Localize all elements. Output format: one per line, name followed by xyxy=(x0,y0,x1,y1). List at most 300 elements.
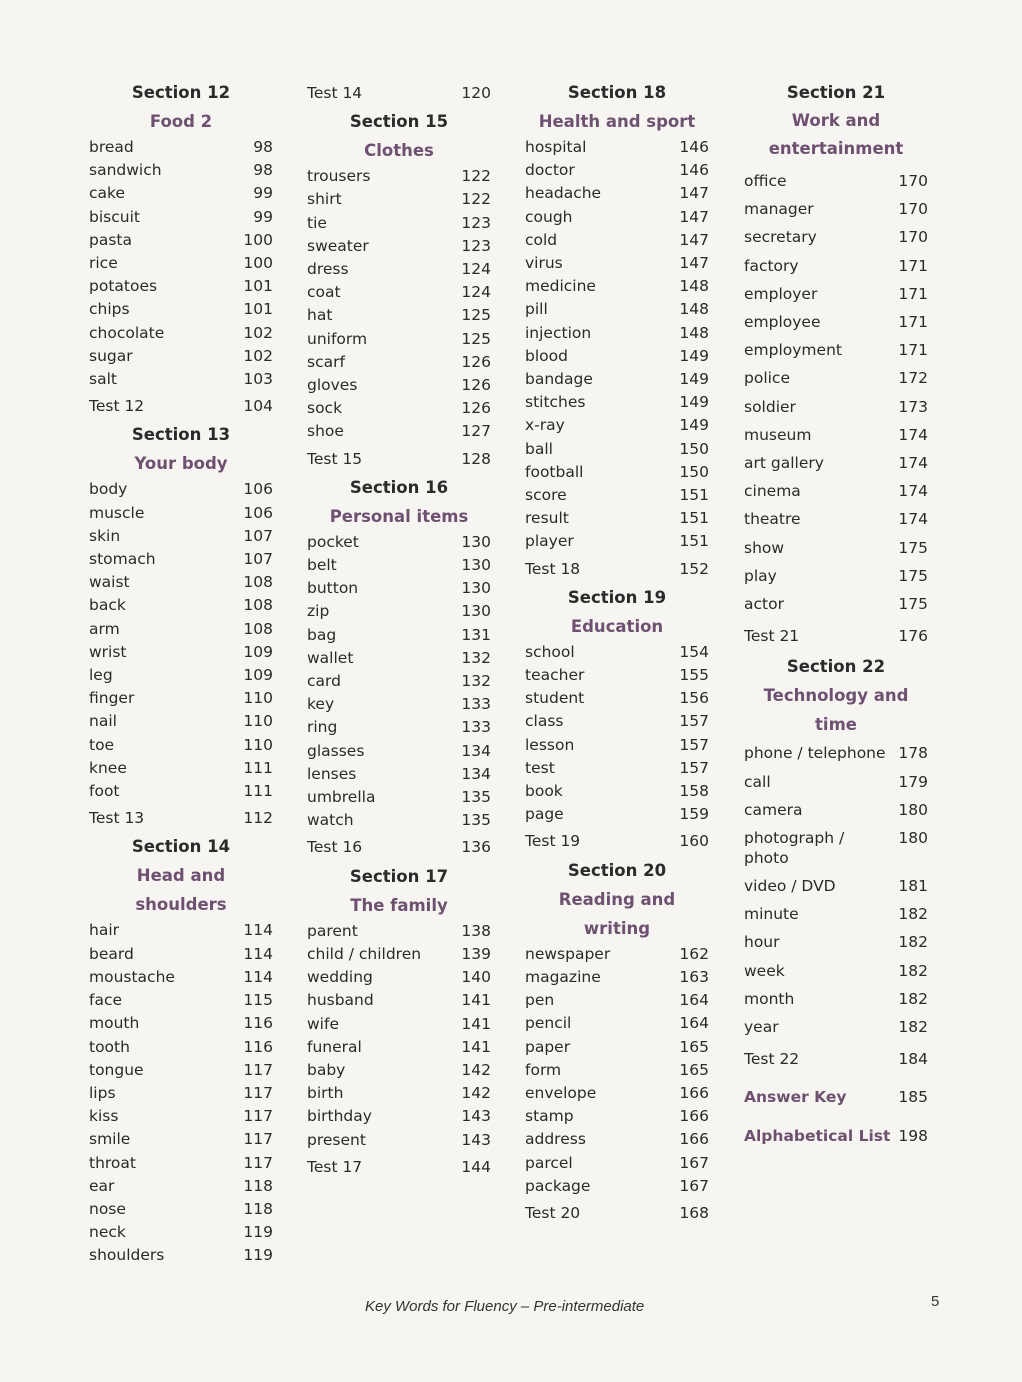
entry-label: cake xyxy=(89,184,125,203)
list-item xyxy=(525,136,709,159)
list-item xyxy=(89,734,273,757)
list-item xyxy=(525,206,709,229)
appendix-entry xyxy=(744,1083,928,1111)
entry-label: hat xyxy=(307,306,333,325)
section-heading: Section 12 xyxy=(131,83,231,102)
entry-page: 182 xyxy=(898,933,928,952)
entry-label: finger xyxy=(89,689,135,708)
entry-label: foot xyxy=(89,782,120,801)
list-item xyxy=(525,1012,709,1035)
list-item xyxy=(307,420,491,443)
entry-page: 184 xyxy=(898,1050,928,1069)
entry-label: pen xyxy=(525,991,555,1010)
list-item xyxy=(525,780,709,803)
section-subtitle: Clothes xyxy=(364,141,434,161)
entry-label: bread xyxy=(89,138,134,156)
test-entry xyxy=(744,1045,928,1073)
test-entry xyxy=(307,448,491,471)
entry-label: neck xyxy=(89,1223,126,1242)
list-item xyxy=(89,252,273,275)
list-item xyxy=(525,641,709,664)
list-item xyxy=(89,298,273,321)
list-item xyxy=(744,477,928,505)
list-item xyxy=(89,275,273,298)
entry-page: 117 xyxy=(243,1153,273,1172)
entry-page: 149 xyxy=(679,370,709,389)
entry-label: doctor xyxy=(525,161,575,180)
entry-page: 131 xyxy=(461,625,491,644)
entry-label: headache xyxy=(525,184,602,203)
entry-page: 176 xyxy=(898,627,928,646)
list-item xyxy=(307,374,491,397)
section-subtitle: Work and entertainment xyxy=(768,111,904,158)
entry-page: 148 xyxy=(679,323,709,342)
entry-label: soldier xyxy=(744,397,796,416)
entry-page: 181 xyxy=(898,877,928,896)
list-item xyxy=(307,624,491,647)
list-item xyxy=(89,206,273,229)
entry-page: 178 xyxy=(898,744,928,763)
entry-page: 106 xyxy=(243,503,273,522)
list-item xyxy=(89,322,273,345)
entry-page: 117 xyxy=(243,1083,273,1102)
entry-page: 149 xyxy=(679,346,709,365)
section-subtitle: Education xyxy=(570,616,664,636)
entry-label: parcel xyxy=(525,1153,573,1172)
entry-label: stomach xyxy=(89,550,156,569)
entry-page: 111 xyxy=(243,782,273,801)
list-item xyxy=(744,900,928,928)
entry-label: trousers xyxy=(307,167,371,186)
entry-label: newspaper xyxy=(525,944,611,963)
entry-page: 170 xyxy=(898,228,928,247)
entry-label: year xyxy=(744,1018,779,1037)
entry-label: secretary xyxy=(744,228,817,247)
entry-label: moustache xyxy=(89,967,175,986)
entry-label: umbrella xyxy=(307,788,376,807)
list-item xyxy=(89,919,273,942)
entry-label: shoulders xyxy=(89,1246,165,1265)
entry-page: 180 xyxy=(898,829,928,848)
list-item xyxy=(89,345,273,368)
entry-page: 125 xyxy=(461,306,491,325)
test-entry xyxy=(307,836,491,859)
list-item xyxy=(89,618,273,641)
entry-page: 123 xyxy=(461,213,491,232)
entry-label: stitches xyxy=(525,393,586,412)
section-subtitle: Head and shoulders xyxy=(135,866,227,915)
list-item xyxy=(307,1129,491,1152)
entry-label: sweater xyxy=(307,236,369,255)
column-4 xyxy=(744,78,928,1150)
list-item xyxy=(525,710,709,733)
section-subtitle: Health and sport xyxy=(538,112,696,131)
list-item xyxy=(307,1036,491,1059)
entry-label: pill xyxy=(525,300,548,319)
entry-label: kiss xyxy=(89,1107,119,1126)
entry-label: uniform xyxy=(307,329,368,348)
entry-label: Test 19 xyxy=(525,832,581,851)
entry-label: show xyxy=(744,538,785,557)
entry-label: wallet xyxy=(307,648,354,667)
entry-label: zip xyxy=(307,602,330,621)
entry-page: 140 xyxy=(461,968,491,987)
entry-page: 117 xyxy=(243,1060,273,1079)
entry-page: 109 xyxy=(243,666,273,685)
entry-page: 118 xyxy=(243,1176,273,1195)
entry-page: 114 xyxy=(243,944,273,963)
entry-page: 130 xyxy=(461,532,491,551)
entry-page: 165 xyxy=(679,1060,709,1079)
list-item xyxy=(744,421,928,449)
entry-label: tooth xyxy=(89,1037,130,1056)
entry-page: 166 xyxy=(679,1083,709,1102)
entry-page: 157 xyxy=(679,758,709,777)
list-item xyxy=(89,159,273,182)
entry-label: magazine xyxy=(525,967,601,986)
entry-page: 110 xyxy=(243,735,273,754)
list-item xyxy=(89,571,273,594)
test-entry xyxy=(744,622,928,650)
entry-label: Answer Key xyxy=(744,1088,847,1107)
entry-label: scarf xyxy=(307,352,345,371)
section-subtitle: Technology and time xyxy=(763,686,909,735)
entry-label: minute xyxy=(744,905,799,924)
entry-page: 151 xyxy=(679,486,709,505)
entry-page: 164 xyxy=(679,1014,709,1033)
entry-label: Test 21 xyxy=(744,627,800,646)
list-item xyxy=(744,739,928,767)
entry-label: toe xyxy=(89,735,115,754)
book-title-footer: Key Words for Fluency – Pre-intermediate xyxy=(365,1298,645,1315)
list-item xyxy=(744,252,928,280)
list-item xyxy=(89,664,273,687)
list-item xyxy=(89,1105,273,1128)
list-item xyxy=(744,1013,928,1041)
entry-label: play xyxy=(744,566,777,585)
list-item xyxy=(525,734,709,757)
entry-label: skin xyxy=(89,526,121,545)
entry-page: 133 xyxy=(461,695,491,714)
entry-page: 107 xyxy=(243,526,273,545)
entry-page: 122 xyxy=(461,190,491,209)
entry-page: 114 xyxy=(243,921,273,940)
entry-page: 111 xyxy=(243,758,273,777)
list-item xyxy=(89,687,273,710)
list-item xyxy=(89,757,273,780)
list-item xyxy=(744,590,928,618)
entry-label: Test 18 xyxy=(525,559,581,578)
entry-page: 147 xyxy=(679,254,709,273)
list-item xyxy=(307,554,491,577)
entry-page: 117 xyxy=(243,1107,273,1126)
entry-label: wife xyxy=(307,1014,339,1033)
entry-page: 163 xyxy=(679,967,709,986)
entry-page: 119 xyxy=(243,1223,273,1242)
entry-label: key xyxy=(307,695,335,714)
entry-page: 147 xyxy=(679,207,709,226)
entry-page: 164 xyxy=(679,991,709,1010)
list-item xyxy=(744,824,928,872)
section-heading: Section 13 xyxy=(131,425,231,445)
entry-page: 116 xyxy=(243,1037,273,1056)
list-item xyxy=(525,507,709,530)
entry-label: office xyxy=(744,172,787,190)
list-item xyxy=(525,989,709,1012)
entry-page: 142 xyxy=(461,1060,491,1079)
list-item xyxy=(525,530,709,553)
entry-page: 106 xyxy=(243,480,273,499)
entry-page: 118 xyxy=(243,1199,273,1218)
entry-label: pocket xyxy=(307,532,359,551)
list-item xyxy=(744,534,928,562)
list-item xyxy=(307,943,491,966)
entry-page: 124 xyxy=(461,260,491,279)
entry-page: 114 xyxy=(243,967,273,986)
entry-label: page xyxy=(525,805,564,824)
entry-page: 122 xyxy=(461,167,491,186)
entry-label: paper xyxy=(525,1037,571,1056)
entry-label: gloves xyxy=(307,376,358,395)
entry-page: 103 xyxy=(243,370,273,389)
list-item xyxy=(307,304,491,327)
entry-label: envelope xyxy=(525,1083,597,1102)
entry-page: 108 xyxy=(243,573,273,592)
entry-label: hair xyxy=(89,921,120,940)
entry-label: tongue xyxy=(89,1060,144,1079)
list-item xyxy=(744,505,928,533)
entry-label: salt xyxy=(89,370,117,389)
entry-page: 151 xyxy=(679,509,709,528)
list-item xyxy=(89,229,273,252)
list-item xyxy=(89,1198,273,1221)
entry-page: 174 xyxy=(898,425,928,444)
list-item xyxy=(89,1152,273,1175)
list-item xyxy=(89,1244,273,1267)
section-subtitle: Reading and writing xyxy=(558,889,676,938)
entry-page: 141 xyxy=(461,991,491,1010)
entry-label: lips xyxy=(89,1083,116,1102)
list-item xyxy=(89,368,273,391)
entry-label: throat xyxy=(89,1153,136,1172)
entry-label: Test 16 xyxy=(307,838,363,857)
entry-page: 149 xyxy=(679,393,709,412)
entry-page: 138 xyxy=(461,921,491,940)
entry-page: 175 xyxy=(898,595,928,614)
list-item xyxy=(744,957,928,985)
entry-page: 182 xyxy=(898,905,928,924)
entry-page: 155 xyxy=(679,666,709,685)
entry-label: Alphabetical List xyxy=(744,1126,891,1145)
entry-page: 175 xyxy=(898,566,928,585)
entry-label: button xyxy=(307,579,359,598)
section-heading: Section 17 xyxy=(349,866,449,886)
list-item xyxy=(89,1012,273,1035)
entry-label: stamp xyxy=(525,1107,574,1126)
list-item xyxy=(89,502,273,525)
entry-label: leg xyxy=(89,666,113,685)
section-subtitle: Personal items xyxy=(329,506,469,526)
entry-label: waist xyxy=(89,573,130,592)
entry-page: 136 xyxy=(461,838,491,857)
list-item xyxy=(307,763,491,786)
entry-label: dress xyxy=(307,260,349,279)
entry-page: 100 xyxy=(243,254,273,273)
section-heading: Section 15 xyxy=(349,112,449,132)
entry-page: 134 xyxy=(461,764,491,783)
list-item xyxy=(525,414,709,437)
section-subtitle: Your body xyxy=(134,454,228,474)
list-item xyxy=(307,328,491,351)
section-heading: Section 18 xyxy=(567,83,667,102)
entry-page: 108 xyxy=(243,596,273,615)
entry-page: 167 xyxy=(679,1176,709,1195)
list-item xyxy=(307,397,491,420)
column-1 xyxy=(89,78,273,1268)
list-item xyxy=(525,252,709,275)
entry-page: 116 xyxy=(243,1014,273,1033)
entry-label: funeral xyxy=(307,1037,362,1056)
test-entry xyxy=(525,1202,709,1225)
list-item xyxy=(744,308,928,336)
entry-label: cinema xyxy=(744,482,801,501)
entry-label: mouth xyxy=(89,1014,140,1033)
list-item xyxy=(307,258,491,281)
entry-page: 101 xyxy=(243,300,273,319)
entry-page: 109 xyxy=(243,642,273,661)
list-item xyxy=(525,484,709,507)
list-item xyxy=(744,562,928,590)
entry-label: book xyxy=(525,782,563,801)
entry-label: ball xyxy=(525,439,553,458)
entry-label: biscuit xyxy=(89,207,140,226)
entry-page: 98 xyxy=(253,138,273,156)
entry-page: 100 xyxy=(243,230,273,249)
entry-page: 182 xyxy=(898,989,928,1008)
section-heading: Section 22 xyxy=(786,657,886,677)
entry-page: 139 xyxy=(461,944,491,963)
entry-label: smile xyxy=(89,1130,131,1149)
entry-page: 165 xyxy=(679,1037,709,1056)
entry-label: child / children xyxy=(307,944,422,963)
entry-page: 134 xyxy=(461,741,491,760)
list-item xyxy=(307,989,491,1012)
entry-label: student xyxy=(525,689,585,708)
entry-label: coat xyxy=(307,283,341,302)
list-item xyxy=(525,461,709,484)
list-item xyxy=(744,336,928,364)
entry-page: 152 xyxy=(679,559,709,578)
entry-label: shoe xyxy=(307,422,344,441)
entry-label: sugar xyxy=(89,346,133,365)
section-subtitle: The family xyxy=(350,895,448,915)
test-entry xyxy=(307,82,491,105)
entry-page: 173 xyxy=(898,397,928,416)
entry-label: art gallery xyxy=(744,454,824,473)
entry-page: 112 xyxy=(243,809,273,828)
entry-page: 132 xyxy=(461,672,491,691)
list-item xyxy=(307,647,491,670)
entry-label: Test 13 xyxy=(89,809,145,828)
list-item xyxy=(89,989,273,1012)
section-heading: Section 16 xyxy=(349,477,449,497)
entry-label: week xyxy=(744,961,785,980)
entry-page: 168 xyxy=(679,1203,709,1222)
entry-page: 115 xyxy=(243,991,273,1010)
list-item xyxy=(525,391,709,414)
entry-page: 127 xyxy=(461,422,491,441)
entry-page: 174 xyxy=(898,482,928,501)
entry-page: 119 xyxy=(243,1246,273,1265)
entry-page: 162 xyxy=(679,944,709,963)
entry-label: rice xyxy=(89,254,118,273)
entry-label: belt xyxy=(307,556,337,575)
list-item xyxy=(89,548,273,571)
entry-page: 102 xyxy=(243,346,273,365)
list-item xyxy=(307,235,491,258)
entry-label: lenses xyxy=(307,764,357,783)
list-item xyxy=(307,351,491,374)
list-item xyxy=(525,275,709,298)
entry-page: 172 xyxy=(898,369,928,388)
list-item xyxy=(744,928,928,956)
list-item xyxy=(744,364,928,392)
entry-label: football xyxy=(525,462,584,481)
entry-label: hour xyxy=(744,933,780,952)
list-item xyxy=(744,449,928,477)
entry-page: 147 xyxy=(679,184,709,203)
entry-label: blood xyxy=(525,346,568,365)
entry-label: potatoes xyxy=(89,277,158,296)
list-item xyxy=(307,531,491,554)
list-item xyxy=(744,393,928,421)
entry-label: camera xyxy=(744,800,803,819)
list-item xyxy=(525,1128,709,1151)
list-item xyxy=(307,716,491,739)
entry-label: wedding xyxy=(307,968,373,987)
entry-page: 130 xyxy=(461,602,491,621)
list-item xyxy=(744,195,928,223)
entry-page: 198 xyxy=(898,1126,928,1145)
entry-page: 157 xyxy=(679,712,709,731)
entry-page: 108 xyxy=(243,619,273,638)
entry-label: phone / telephone xyxy=(744,744,886,763)
entry-page: 166 xyxy=(679,1107,709,1126)
entry-page: 171 xyxy=(898,341,928,360)
entry-label: medicine xyxy=(525,277,596,296)
entry-label: chips xyxy=(89,300,130,319)
list-item xyxy=(307,966,491,989)
list-item xyxy=(89,594,273,617)
entry-label: chocolate xyxy=(89,323,165,342)
entry-page: 182 xyxy=(898,961,928,980)
list-item xyxy=(307,740,491,763)
entry-label: virus xyxy=(525,254,563,273)
entry-label: injection xyxy=(525,323,592,342)
entry-label: result xyxy=(525,509,569,528)
list-item xyxy=(525,345,709,368)
list-item xyxy=(89,1221,273,1244)
entry-label: husband xyxy=(307,991,374,1010)
entry-label: Test 20 xyxy=(525,1203,581,1222)
entry-label: arm xyxy=(89,619,120,638)
entry-page: 130 xyxy=(461,579,491,598)
entry-page: 150 xyxy=(679,462,709,481)
entry-label: employment xyxy=(744,341,842,360)
test-entry xyxy=(525,830,709,853)
list-item xyxy=(89,1059,273,1082)
entry-page: 98 xyxy=(253,161,273,180)
